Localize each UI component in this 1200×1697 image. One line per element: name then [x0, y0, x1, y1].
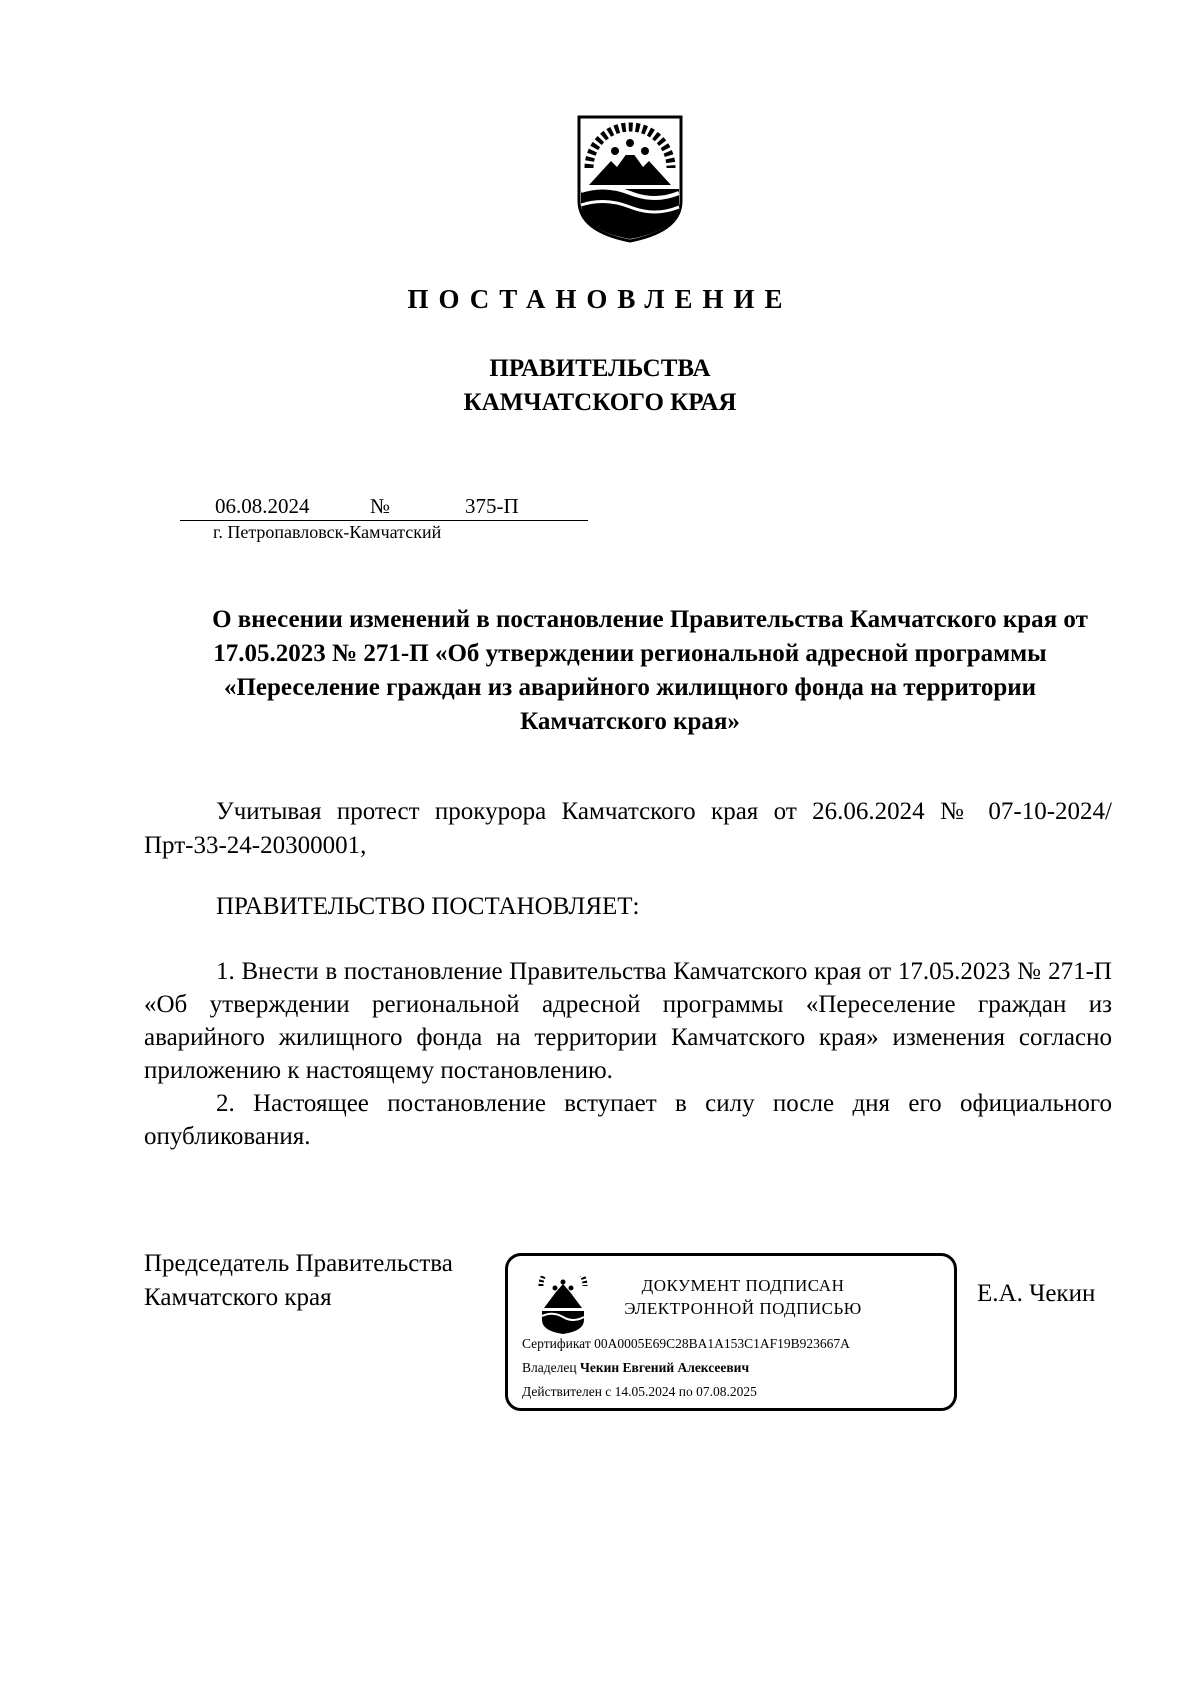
position-line-1: Председатель Правительства — [144, 1250, 453, 1277]
stamp-heading-line-1: ДОКУМЕНТ ПОДПИСАН — [641, 1276, 845, 1295]
issuer-line-1: ПРАВИТЕЛЬСТВА — [489, 355, 711, 382]
registration-line — [180, 490, 588, 521]
document-date: 06.08.2024 — [215, 494, 310, 518]
number-sign: № — [370, 494, 391, 518]
signatory-name: Е.А. Чекин — [977, 1280, 1096, 1307]
e-signature-stamp — [505, 1253, 957, 1411]
certificate-label: Сертификат — [522, 1336, 591, 1351]
owner-value: Чекин Евгений Алексеевич — [579, 1360, 750, 1375]
resolution-item: 1. Внести в постановление Правительства Камчатского края от 17.05.2023 № 271-П «Об утверждении региональной адресной программы «Переселение граждан из аварийного жилищного фонда на территории Камчатского края» изменения согласно приложению к настоящему постановлению. — [144, 958, 1112, 1084]
document-title: О внесении изменений в постановление Правительства Камчатского края от 17.05.2023 № 271-П «Об утверждении региональной адресной программы «Переселение граждан из аварийного жилищного фонда на территории Камчатского края» — [212, 606, 1088, 735]
position-line-2: Камчатского края — [144, 1284, 332, 1311]
certificate-line — [522, 1336, 850, 1352]
coat-of-arms-icon — [575, 113, 685, 245]
valid-to: 07.08.2025 — [696, 1384, 757, 1399]
issuer — [0, 352, 1160, 420]
city: г. Петропавловск-Камчатский — [213, 522, 442, 542]
certificate-value: 00A0005E69C28BA1A153C1AF19B923667A — [594, 1336, 850, 1351]
valid-label: Действителен с — [522, 1384, 612, 1399]
stamp-heading — [618, 1274, 868, 1320]
document-type: ПОСТАНОВЛЕНИЕ — [407, 284, 793, 314]
valid-from: 14.05.2024 — [614, 1384, 676, 1399]
owner-line — [522, 1360, 749, 1376]
stamp-emblem-icon — [538, 1276, 588, 1336]
issuer-line-2: КАМЧАТСКОГО КРАЯ — [463, 389, 737, 416]
stamp-heading-line-2: ЭЛЕКТРОННОЙ ПОДПИСЬЮ — [624, 1299, 862, 1318]
signatory-position — [144, 1247, 453, 1315]
preamble: Учитывая протест прокурора Камчатского края от 26.06.2024 № 07-10-2024/Прт-33-24-20300001, — [144, 798, 1112, 859]
resolution-items — [144, 955, 1112, 1153]
resolution-item: 2. Настоящее постановление вступает в силу после дня его официального опубликования. — [144, 1090, 1112, 1150]
document-number: 375-П — [465, 494, 519, 518]
owner-label: Владелец — [522, 1360, 577, 1375]
validity-line — [522, 1384, 757, 1400]
valid-to-label: по — [678, 1384, 693, 1399]
resolves-heading: ПРАВИТЕЛЬСТВО ПОСТАНОВЛЯЕТ: — [216, 893, 640, 920]
